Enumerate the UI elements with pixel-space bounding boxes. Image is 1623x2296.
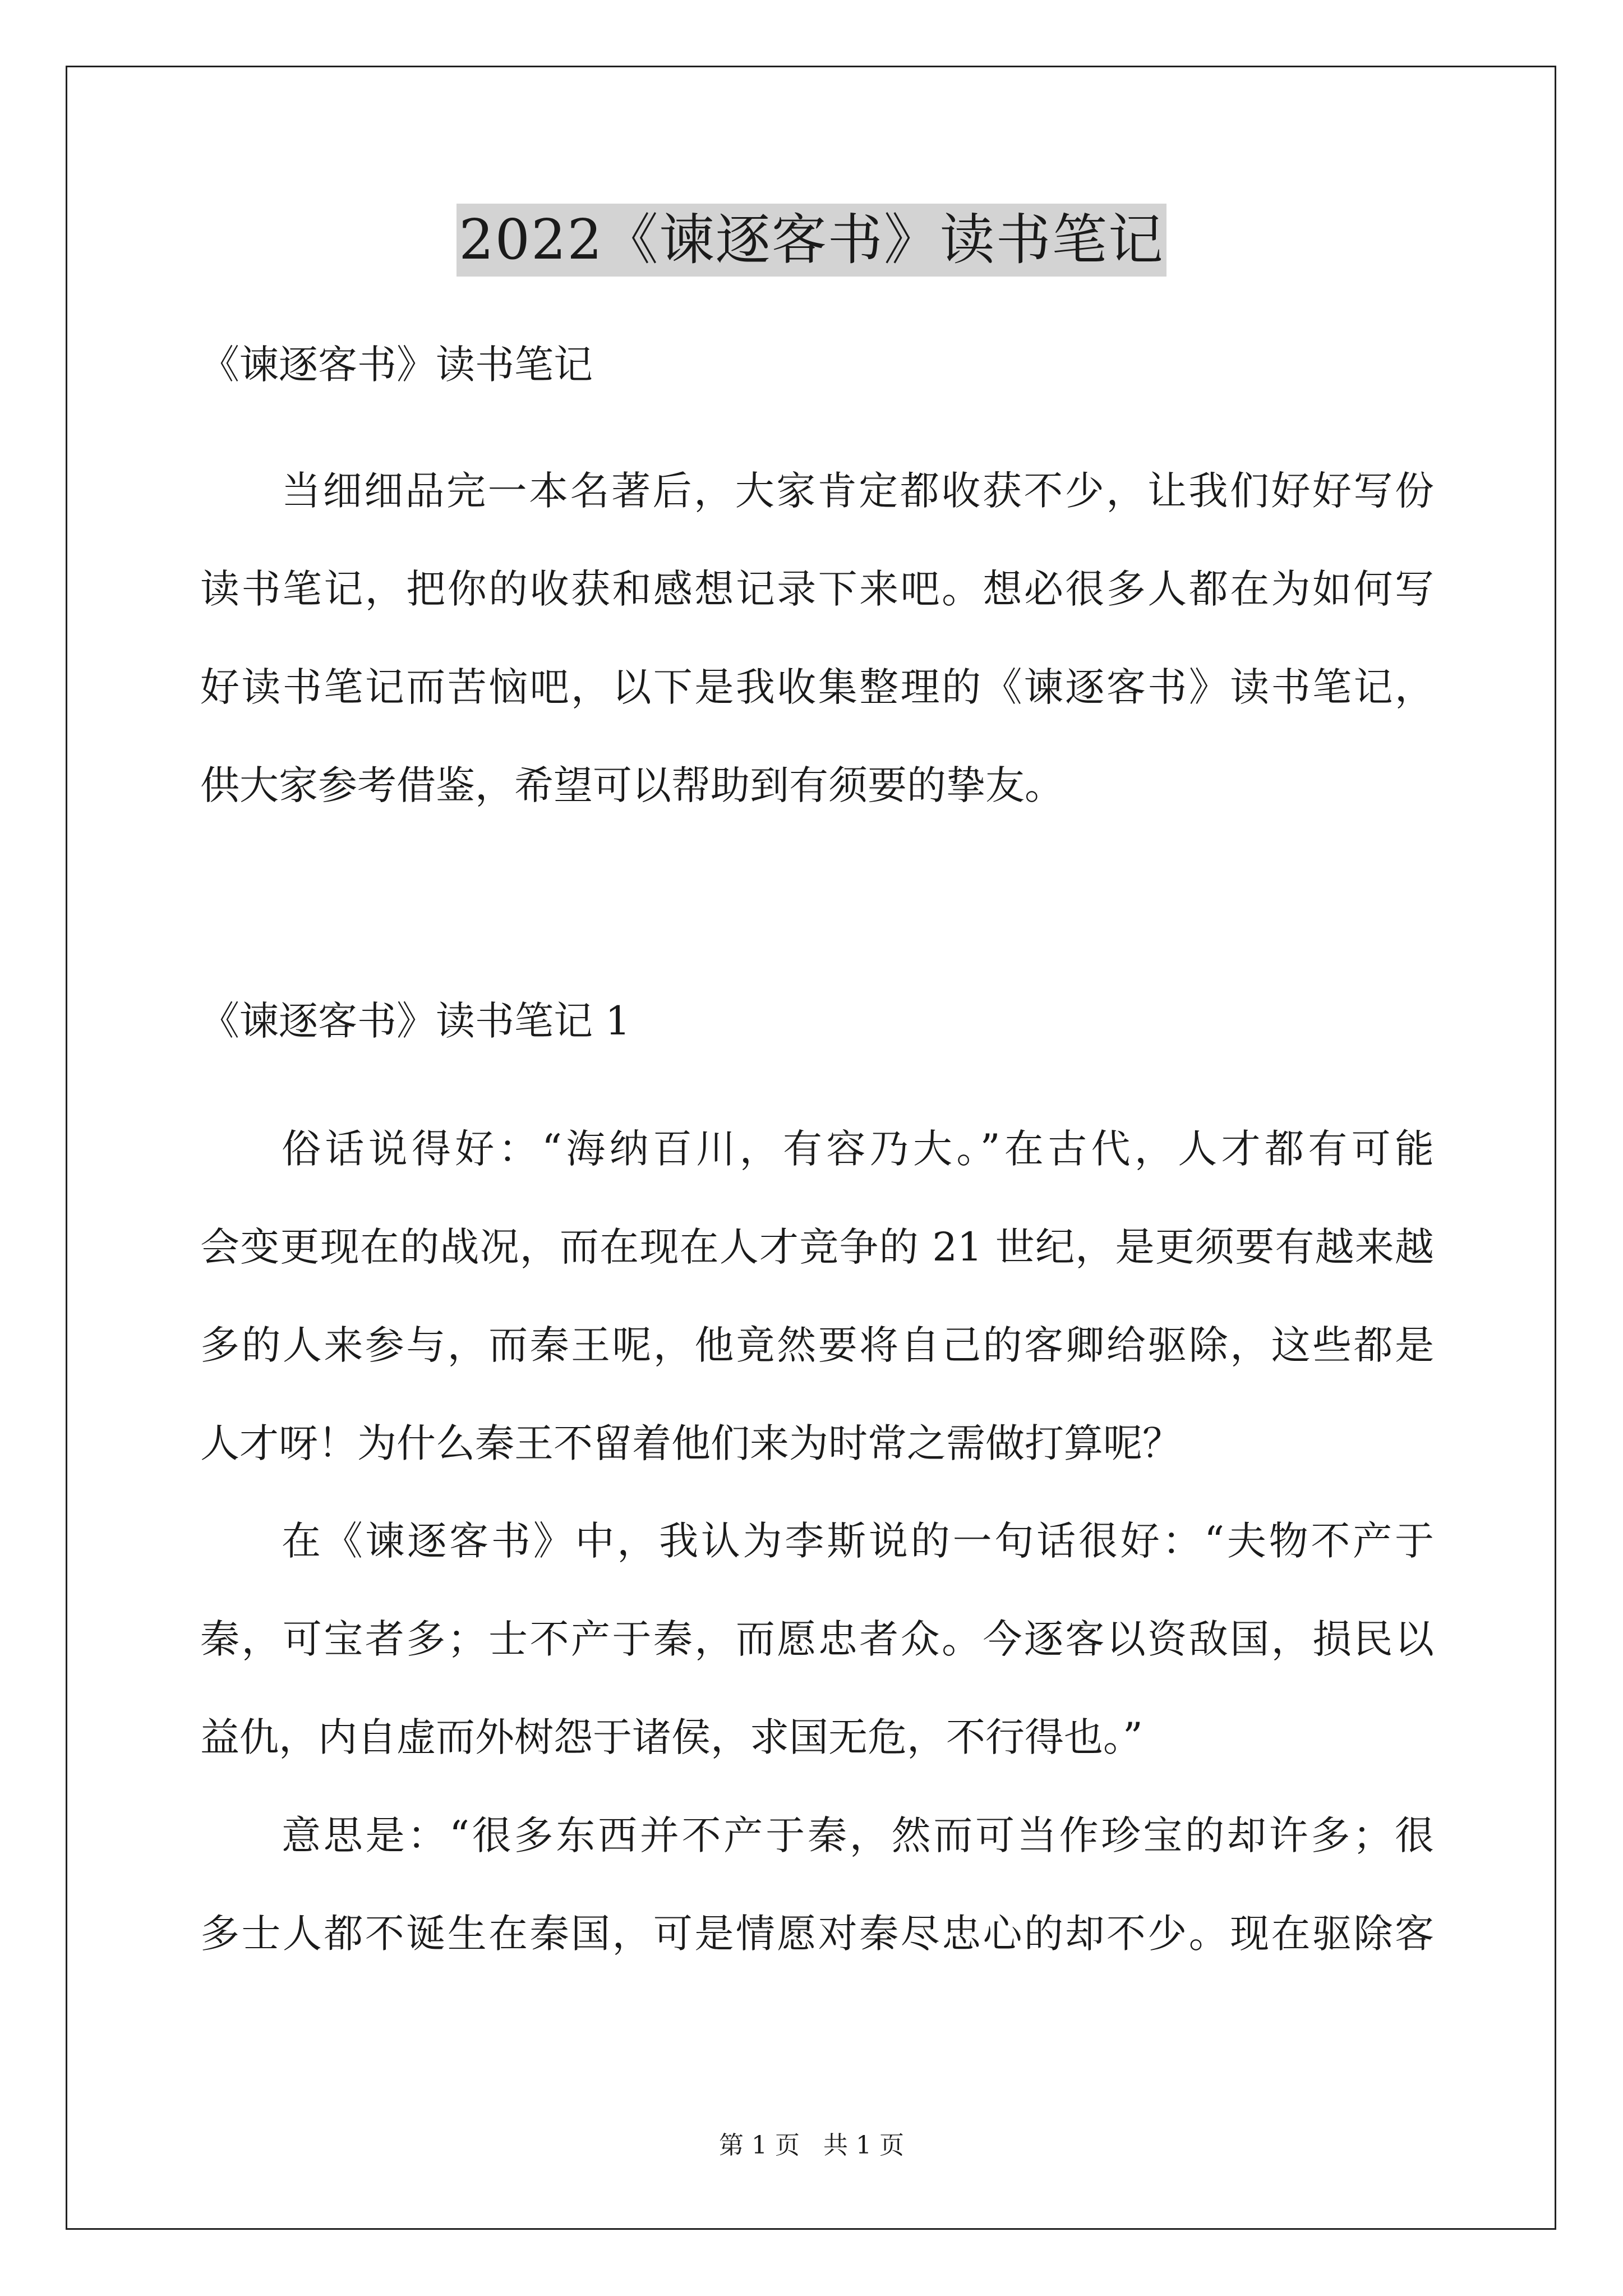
intro-line: 当细细品完一本名著后，大家肯定都收获不少，让我们好好写份	[282, 468, 1434, 514]
document-title: 2022《谏逐客书》读书笔记	[457, 204, 1166, 277]
paragraph-line: 会变更现在的战况，而在现在人才竞争的 21 世纪，是更须要有越来越	[200, 1224, 1434, 1270]
paragraph-line: 多的人来参与，而秦王呢，他竟然要将自己的客卿给驱除，这些都是	[200, 1322, 1434, 1368]
paragraph-line: 俗话说得好：“海纳百川，有容乃大。”在古代，人才都有可能	[282, 1126, 1434, 1172]
page-footer	[0, 2129, 1623, 2162]
page-number-label: 第 1 页	[719, 2131, 800, 2160]
intro-line: 供大家参考借鉴，希望可以帮助到有须要的挚友。	[200, 762, 1064, 808]
section-heading: 《谏逐客书》读书笔记 1	[200, 998, 630, 1044]
paragraph-line: 在《谏逐客书》中，我认为李斯说的一句话很好：“夫物不产于	[282, 1518, 1434, 1564]
paragraph-line: 秦，可宝者多；士不产于秦，而愿忠者众。今逐客以资敌国，损民以	[200, 1616, 1434, 1662]
paragraph-line: 多士人都不诞生在秦国，可是情愿对秦尽忠心的却不少。现在驱除客	[200, 1911, 1434, 1957]
paragraph-line: 人才呀！为什么秦王不留着他们来为时常之需做打算呢？	[200, 1420, 1182, 1466]
intro-line: 好读书笔记而苦恼吧，以下是我收集整理的《谏逐客书》读书笔记，	[200, 664, 1434, 710]
intro-heading: 《谏逐客书》读书笔记	[200, 342, 593, 388]
paragraph-line: 益仇，内自虚而外树怨于诸侯，求国无危，不行得也。”	[200, 1714, 1143, 1760]
intro-line: 读书笔记，把你的收获和感想记录下来吧。想必很多人都在为如何写	[200, 566, 1434, 612]
title-container	[0, 204, 1623, 277]
paragraph-line: 意思是：“很多东西并不产于秦，然而可当作珍宝的却许多；很	[282, 1812, 1434, 1858]
total-pages-label: 共 1 页	[823, 2131, 904, 2160]
